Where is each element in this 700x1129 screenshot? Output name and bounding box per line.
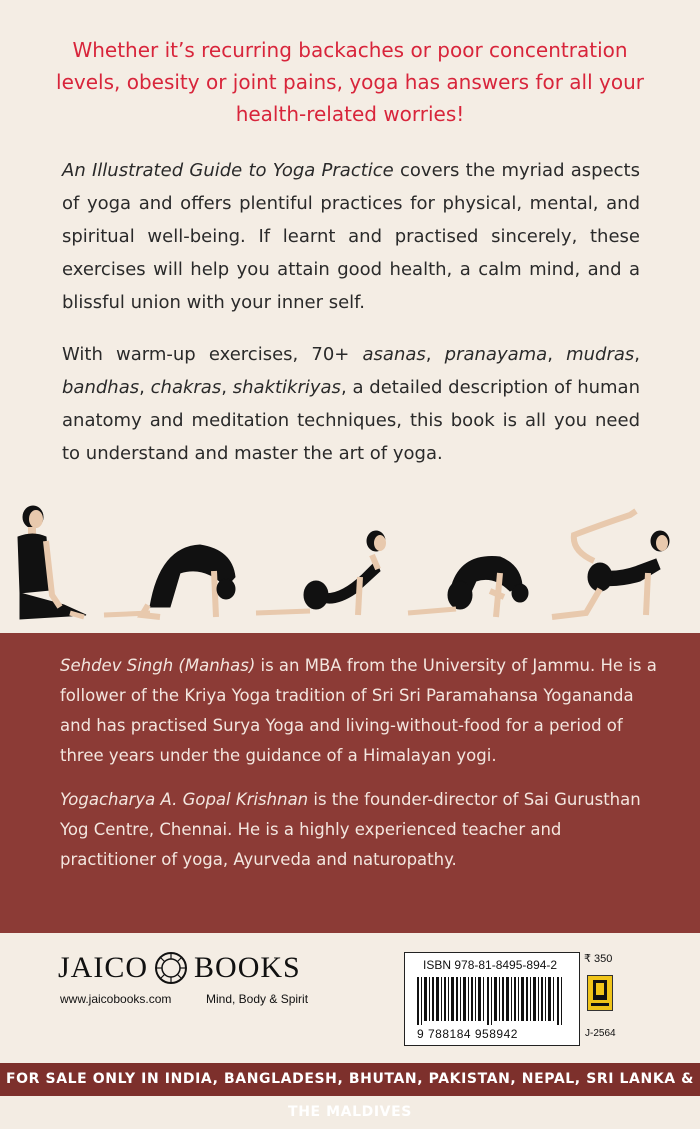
term-mudras: mudras bbox=[566, 344, 635, 365]
author-bio-1 bbox=[60, 651, 658, 771]
term-bandhas: bandhas bbox=[62, 377, 140, 398]
separator: , bbox=[547, 344, 567, 365]
product-code: J-2564 bbox=[585, 1028, 616, 1039]
publisher-website: www.jaicobooks.com bbox=[60, 992, 172, 1006]
author-name-1: Sehdev Singh (Manhas) bbox=[60, 656, 256, 675]
author-bio-1-text: is an MBA from the University of Jammu. He is a follower of the Kriya Yoga tradition of Sri Sri Paramahansa Yogananda and has practised Surya Yoga and living-without-food for a period of three years under the guidance of a Himalayan yogi. bbox=[60, 656, 657, 765]
isbn-number: ISBN 978-81-8495-894-2 bbox=[423, 958, 558, 972]
description-2-lead: With warm-up exercises, 70+ bbox=[62, 344, 363, 365]
barcode-digits: 9 788184 958942 bbox=[417, 1027, 518, 1041]
separator: , bbox=[425, 344, 445, 365]
description-paragraph-1 bbox=[62, 154, 640, 319]
genre-label: Mind, Body & Spirit bbox=[206, 992, 309, 1006]
separator: , bbox=[221, 377, 233, 398]
cow-pose-figure bbox=[256, 531, 386, 615]
logo-text-right: BOOKS bbox=[194, 951, 301, 984]
seated-pose-figure bbox=[18, 506, 86, 619]
barcode-icon bbox=[417, 977, 567, 1025]
leg-raise-pose-figure bbox=[552, 511, 669, 617]
separator: , bbox=[139, 377, 151, 398]
author-bio-2 bbox=[60, 785, 658, 875]
publisher-logo bbox=[58, 950, 301, 986]
description-1-text: covers the myriad aspects of yoga and offers plentiful practices for physical, mental, and spiritual well-being. If learnt and practised sincerely, these exercises will help you attain good health, a calm mind, and a blissful union with your inner self. bbox=[62, 160, 640, 313]
price: ₹ 350 bbox=[584, 953, 613, 965]
term-chakras: chakras bbox=[150, 377, 222, 398]
tagline: Whether it’s recurring backaches or poor concentration levels, obesity or joint pains, yoga has answers for all your health-related worries! bbox=[56, 38, 644, 126]
cat-pose-figure bbox=[104, 545, 235, 617]
logo-text-left: JAICO bbox=[58, 951, 149, 984]
sales-territory-footer: FOR SALE ONLY IN INDIA, BANGLADESH, BHUTAN, PAKISTAN, NEPAL, SRI LANKA & THE MALDIVES bbox=[0, 1063, 700, 1096]
description-2-text: , a detailed description of human anatomy and meditation techniques, this book is all you need to understand and master the art of yoga. bbox=[62, 377, 640, 464]
description-paragraph-2 bbox=[62, 338, 640, 470]
author-name-2: Yogacharya A. Gopal Krishnan bbox=[60, 790, 309, 809]
term-pranayama: pranayama bbox=[444, 344, 548, 365]
ebook-available-badge-icon bbox=[587, 975, 613, 1011]
yoga-pose-illustrations bbox=[0, 495, 700, 633]
term-asanas: asanas bbox=[362, 344, 426, 365]
knee-to-head-pose-figure bbox=[408, 557, 528, 617]
separator: , bbox=[634, 344, 640, 365]
author-bio-2-text: is the founder-director of Sai Gurusthan Yog Centre, Chennai. He is a highly experienced teacher and practitioner of yoga, Ayurveda and naturopathy. bbox=[60, 790, 641, 869]
term-shaktikriyas: shaktikriyas bbox=[232, 377, 341, 398]
book-title-italic: An Illustrated Guide to Yoga Practice bbox=[62, 160, 394, 181]
jaico-sun-emblem-icon bbox=[154, 951, 188, 985]
barcode-box bbox=[404, 952, 580, 1046]
